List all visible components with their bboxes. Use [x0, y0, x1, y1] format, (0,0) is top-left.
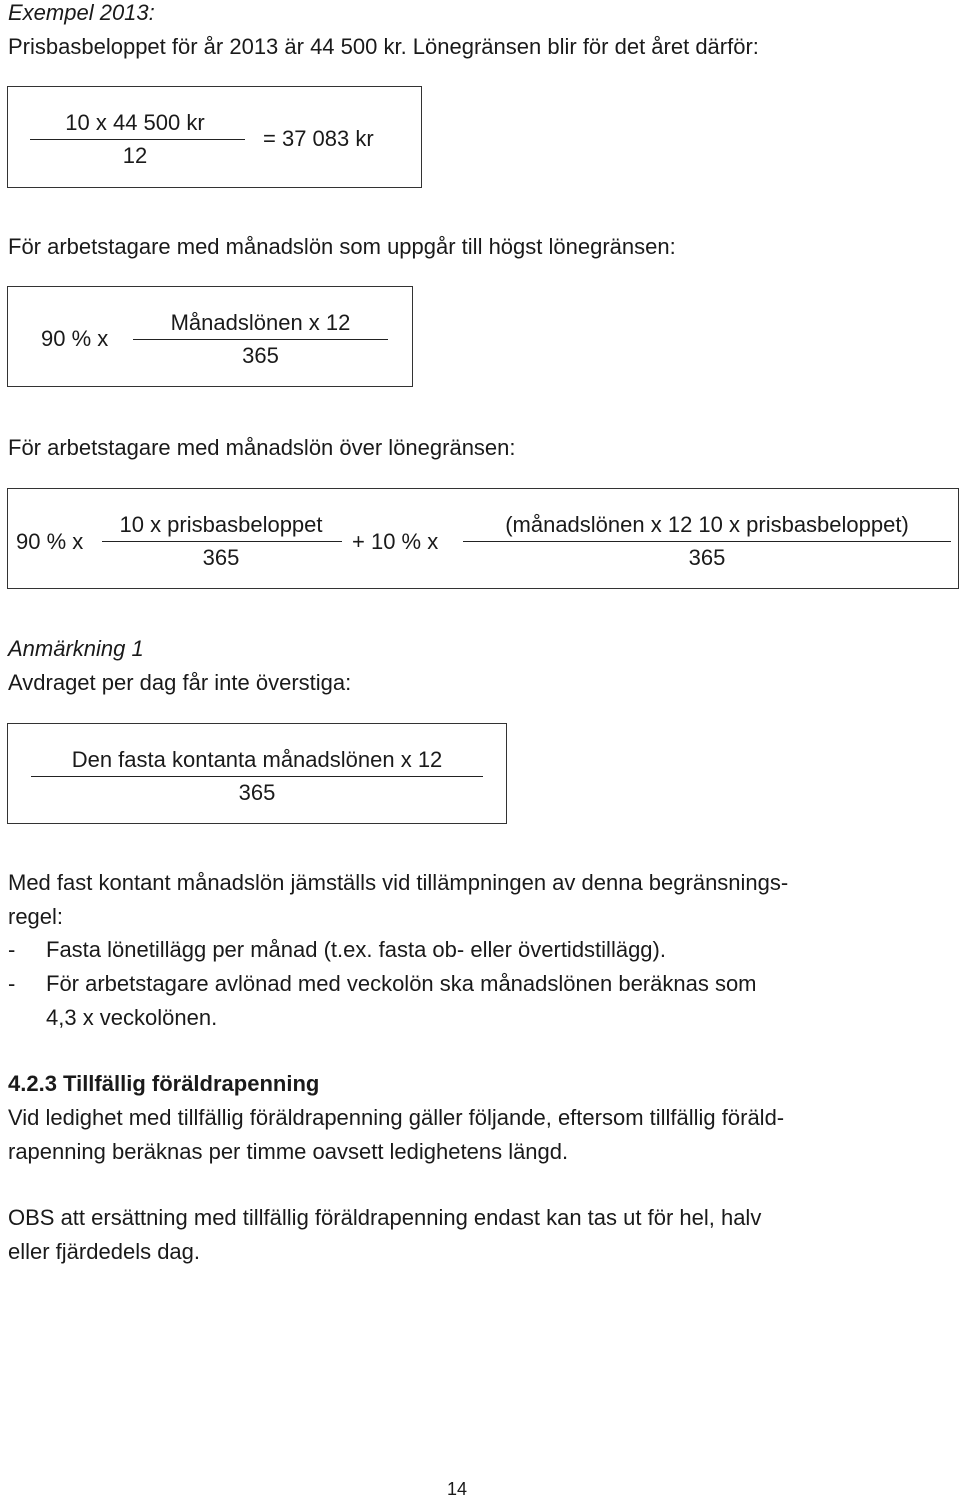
formula1-denominator: 12 — [122, 143, 148, 168]
paragraph-line: Vid ledighet med tillfällig föräldrapenning gäller följande, eftersom tillfällig föräld- — [8, 1105, 785, 1130]
paragraph-line: rapenning beräknas per timme oavsett ledighetens längd. — [8, 1139, 569, 1164]
page-number: 14 — [447, 1479, 468, 1499]
formula1-numerator: 10 x 44 500 kr — [65, 110, 205, 135]
formula-box-above-limit — [7, 488, 959, 589]
formula4-denominator: 365 — [238, 780, 276, 805]
formula2-denominator: 365 — [242, 343, 279, 368]
text-below-limit: För arbetstagare med månadslön som uppgår till högst lönegränsen: — [8, 234, 676, 259]
formula3-middle: + 10 % x — [352, 529, 439, 554]
text-above-limit: För arbetstagare med månadslön över lönegränsen: — [8, 435, 516, 460]
note-text: Avdraget per dag får inte överstiga: — [8, 670, 352, 695]
formula2-numerator: Månadslönen x 12 — [170, 310, 351, 335]
bullet-dash: - — [8, 937, 16, 962]
formula-box-below-limit — [7, 286, 413, 387]
formula3-numerator1: 10 x prisbasbeloppet — [119, 512, 323, 537]
note-heading: Anmärkning 1 — [8, 636, 144, 661]
bullet-text: Fasta lönetillägg per månad (t.ex. fasta ob- eller övertidstillägg). — [46, 937, 666, 962]
bullet-text: 4,3 x veckolönen. — [46, 1005, 218, 1030]
bullet-dash: - — [8, 971, 16, 996]
formula3-denominator2: 365 — [688, 545, 726, 570]
formula1-result: = 37 083 kr — [263, 126, 374, 151]
example-heading: Exempel 2013: — [8, 0, 155, 25]
paragraph-line: Med fast kontant månadslön jämställs vid tillämpningen av denna begränsnings- — [8, 870, 789, 895]
formula-box-income-limit — [7, 86, 422, 188]
formula4-numerator: Den fasta kontanta månadslönen x 12 — [71, 747, 443, 772]
formula2-prefix: 90 % x — [41, 326, 109, 351]
paragraph-line: eller fjärdedels dag. — [8, 1239, 201, 1264]
section-heading: 4.2.3 Tillfällig föräldrapenning — [8, 1071, 320, 1096]
bullet-text: För arbetstagare avlönad med veckolön ska månadslönen beräknas som — [46, 971, 757, 996]
paragraph-line: regel: — [8, 904, 64, 929]
formula3-denominator1: 365 — [202, 545, 240, 570]
formula-box-max-deduction — [7, 723, 507, 824]
paragraph-line: OBS att ersättning med tillfällig föräldrapenning endast kan tas ut för hel, halv — [8, 1205, 762, 1230]
example-text: Prisbasbeloppet för år 2013 är 44 500 kr. Lönegränsen blir för det året därför: — [8, 34, 759, 59]
formula3-numerator2: (månadslönen x 12 10 x prisbasbeloppet) — [505, 512, 909, 537]
formula3-prefix: 90 % x — [16, 529, 84, 554]
